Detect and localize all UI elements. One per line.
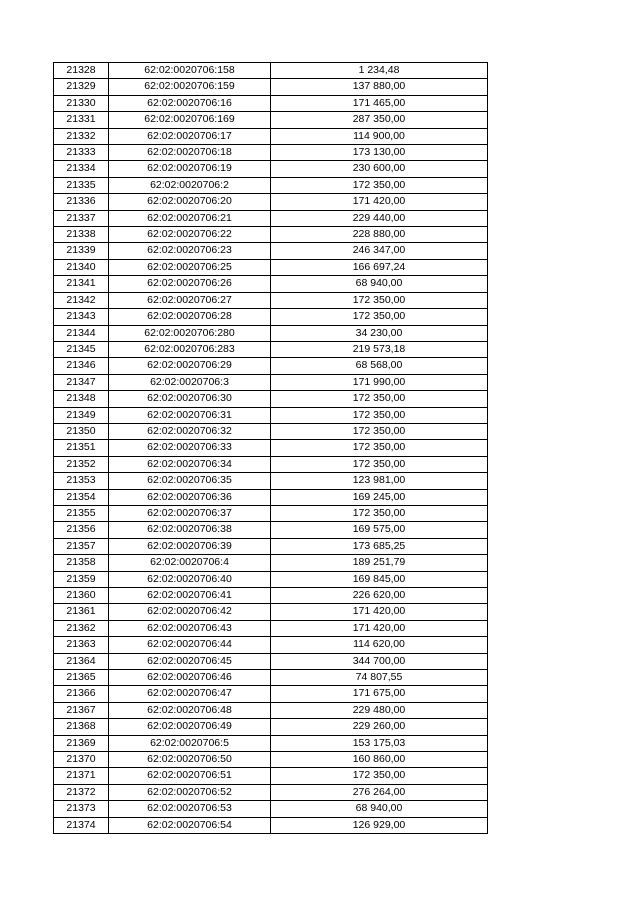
table-row: [54, 817, 488, 833]
cadastral-value-cell: 173 130,00: [271, 145, 488, 161]
row-number-cell: 21334: [54, 161, 109, 177]
table-body: [54, 63, 488, 834]
cadastral-value-cell: 153 175,03: [271, 735, 488, 751]
row-number-cell: 21362: [54, 620, 109, 636]
cadastral-value-cell: 172 350,00: [271, 456, 488, 472]
row-number-cell: 21368: [54, 719, 109, 735]
cadastral-value-cell: 171 990,00: [271, 374, 488, 390]
table-row: [54, 489, 488, 505]
cadastral-value-cell: 137 880,00: [271, 79, 488, 95]
cadastral-value-cell: 126 929,00: [271, 817, 488, 833]
cadastral-value-cell: 276 264,00: [271, 784, 488, 800]
table-row: [54, 801, 488, 817]
cadastral-number-cell: 62:02:0020706:3: [109, 374, 271, 390]
row-number-cell: 21339: [54, 243, 109, 259]
cadastral-number-cell: 62:02:0020706:19: [109, 161, 271, 177]
cadastral-number-cell: 62:02:0020706:16: [109, 95, 271, 111]
row-number-cell: 21354: [54, 489, 109, 505]
cadastral-number-cell: 62:02:0020706:54: [109, 817, 271, 833]
table-row: [54, 735, 488, 751]
cadastral-number-cell: 62:02:0020706:40: [109, 571, 271, 587]
table-row: [54, 161, 488, 177]
row-number-cell: 21361: [54, 604, 109, 620]
cadastral-value-cell: 169 575,00: [271, 522, 488, 538]
row-number-cell: 21374: [54, 817, 109, 833]
table-row: [54, 571, 488, 587]
cadastral-value-cell: 172 350,00: [271, 768, 488, 784]
cadastral-number-cell: 62:02:0020706:45: [109, 653, 271, 669]
row-number-cell: 21370: [54, 752, 109, 768]
cadastral-value-cell: 166 697,24: [271, 259, 488, 275]
cadastral-value-cell: 171 420,00: [271, 194, 488, 210]
table-row: [54, 145, 488, 161]
table-row: [54, 719, 488, 735]
cadastral-number-cell: 62:02:0020706:5: [109, 735, 271, 751]
cadastral-number-cell: 62:02:0020706:27: [109, 292, 271, 308]
cadastral-value-cell: 171 420,00: [271, 604, 488, 620]
cadastral-number-cell: 62:02:0020706:28: [109, 309, 271, 325]
row-number-cell: 21329: [54, 79, 109, 95]
row-number-cell: 21343: [54, 309, 109, 325]
cadastral-number-cell: 62:02:0020706:169: [109, 112, 271, 128]
cadastral-value-cell: 287 350,00: [271, 112, 488, 128]
table-row: [54, 407, 488, 423]
row-number-cell: 21333: [54, 145, 109, 161]
cadastral-number-cell: 62:02:0020706:33: [109, 440, 271, 456]
cadastral-value-cell: 1 234,48: [271, 63, 488, 79]
cadastral-number-cell: 62:02:0020706:17: [109, 128, 271, 144]
cadastral-value-cell: 114 620,00: [271, 637, 488, 653]
cadastral-value-cell: 171 465,00: [271, 95, 488, 111]
cadastral-value-cell: 171 675,00: [271, 686, 488, 702]
table-row: [54, 210, 488, 226]
table-row: [54, 423, 488, 439]
row-number-cell: 21357: [54, 538, 109, 554]
cadastral-number-cell: 62:02:0020706:38: [109, 522, 271, 538]
cadastral-value-cell: 34 230,00: [271, 325, 488, 341]
row-number-cell: 21363: [54, 637, 109, 653]
cadastral-value-cell: 173 685,25: [271, 538, 488, 554]
table-row: [54, 505, 488, 521]
cadastral-value-cell: 226 620,00: [271, 588, 488, 604]
row-number-cell: 21351: [54, 440, 109, 456]
cadastral-value-cell: 229 480,00: [271, 702, 488, 718]
table-row: [54, 522, 488, 538]
table-row: [54, 194, 488, 210]
cadastral-number-cell: 62:02:0020706:46: [109, 670, 271, 686]
cadastral-value-cell: 171 420,00: [271, 620, 488, 636]
cadastral-number-cell: 62:02:0020706:43: [109, 620, 271, 636]
table-row: [54, 227, 488, 243]
table-row: [54, 604, 488, 620]
table-row: [54, 555, 488, 571]
cadastral-value-cell: 68 940,00: [271, 801, 488, 817]
cadastral-value-cell: 160 860,00: [271, 752, 488, 768]
cadastral-value-cell: 74 807,55: [271, 670, 488, 686]
row-number-cell: 21338: [54, 227, 109, 243]
cadastral-number-cell: 62:02:0020706:41: [109, 588, 271, 604]
cadastral-number-cell: 62:02:0020706:39: [109, 538, 271, 554]
table-row: [54, 341, 488, 357]
cadastral-value-cell: 172 350,00: [271, 391, 488, 407]
table-row: [54, 358, 488, 374]
row-number-cell: 21328: [54, 63, 109, 79]
table-row: [54, 259, 488, 275]
row-number-cell: 21360: [54, 588, 109, 604]
cadastral-value-cell: 229 440,00: [271, 210, 488, 226]
cadastral-number-cell: 62:02:0020706:42: [109, 604, 271, 620]
row-number-cell: 21331: [54, 112, 109, 128]
cadastral-value-cell: 172 350,00: [271, 423, 488, 439]
row-number-cell: 21366: [54, 686, 109, 702]
cadastral-value-cell: 228 880,00: [271, 227, 488, 243]
row-number-cell: 21369: [54, 735, 109, 751]
row-number-cell: 21355: [54, 505, 109, 521]
table-row: [54, 128, 488, 144]
row-number-cell: 21336: [54, 194, 109, 210]
cadastral-number-cell: 62:02:0020706:158: [109, 63, 271, 79]
table-row: [54, 588, 488, 604]
cadastral-number-cell: 62:02:0020706:25: [109, 259, 271, 275]
table-row: [54, 670, 488, 686]
row-number-cell: 21342: [54, 292, 109, 308]
cadastral-number-cell: 62:02:0020706:52: [109, 784, 271, 800]
cadastral-value-cell: 114 900,00: [271, 128, 488, 144]
cadastral-value-cell: 123 981,00: [271, 473, 488, 489]
row-number-cell: 21359: [54, 571, 109, 587]
cadastral-number-cell: 62:02:0020706:32: [109, 423, 271, 439]
row-number-cell: 21346: [54, 358, 109, 374]
table-row: [54, 309, 488, 325]
cadastral-value-cell: 68 568,00: [271, 358, 488, 374]
row-number-cell: 21373: [54, 801, 109, 817]
table-row: [54, 686, 488, 702]
row-number-cell: 21350: [54, 423, 109, 439]
row-number-cell: 21344: [54, 325, 109, 341]
table-row: [54, 112, 488, 128]
table-row: [54, 653, 488, 669]
row-number-cell: 21340: [54, 259, 109, 275]
cadastral-number-cell: 62:02:0020706:280: [109, 325, 271, 341]
cadastral-number-cell: 62:02:0020706:34: [109, 456, 271, 472]
cadastral-value-cell: 169 845,00: [271, 571, 488, 587]
table-row: [54, 292, 488, 308]
cadastral-value-cell: 172 350,00: [271, 292, 488, 308]
cadastral-value-cell: 172 350,00: [271, 440, 488, 456]
cadastral-value-cell: 246 347,00: [271, 243, 488, 259]
cadastral-value-cell: 172 350,00: [271, 309, 488, 325]
row-number-cell: 21358: [54, 555, 109, 571]
cadastral-value-cell: 172 350,00: [271, 505, 488, 521]
table-row: [54, 768, 488, 784]
table-row: [54, 243, 488, 259]
table-row: [54, 473, 488, 489]
table-row: [54, 440, 488, 456]
cadastral-value-table: [53, 62, 488, 834]
cadastral-value-cell: 219 573,18: [271, 341, 488, 357]
cadastral-number-cell: 62:02:0020706:21: [109, 210, 271, 226]
row-number-cell: 21365: [54, 670, 109, 686]
cadastral-number-cell: 62:02:0020706:26: [109, 276, 271, 292]
cadastral-number-cell: 62:02:0020706:22: [109, 227, 271, 243]
cadastral-number-cell: 62:02:0020706:37: [109, 505, 271, 521]
row-number-cell: 21353: [54, 473, 109, 489]
table-row: [54, 95, 488, 111]
row-number-cell: 21349: [54, 407, 109, 423]
table-row: [54, 784, 488, 800]
table-row: [54, 79, 488, 95]
row-number-cell: 21345: [54, 341, 109, 357]
table-row: [54, 374, 488, 390]
row-number-cell: 21347: [54, 374, 109, 390]
cadastral-number-cell: 62:02:0020706:18: [109, 145, 271, 161]
row-number-cell: 21332: [54, 128, 109, 144]
cadastral-number-cell: 62:02:0020706:44: [109, 637, 271, 653]
cadastral-number-cell: 62:02:0020706:283: [109, 341, 271, 357]
cadastral-number-cell: 62:02:0020706:53: [109, 801, 271, 817]
row-number-cell: 21371: [54, 768, 109, 784]
cadastral-number-cell: 62:02:0020706:20: [109, 194, 271, 210]
cadastral-value-cell: 68 940,00: [271, 276, 488, 292]
cadastral-number-cell: 62:02:0020706:49: [109, 719, 271, 735]
cadastral-value-cell: 172 350,00: [271, 177, 488, 193]
row-number-cell: 21356: [54, 522, 109, 538]
cadastral-number-cell: 62:02:0020706:31: [109, 407, 271, 423]
table-row: [54, 702, 488, 718]
cadastral-number-cell: 62:02:0020706:35: [109, 473, 271, 489]
cadastral-number-cell: 62:02:0020706:47: [109, 686, 271, 702]
table-row: [54, 325, 488, 341]
table-row: [54, 637, 488, 653]
table-row: [54, 752, 488, 768]
table-row: [54, 177, 488, 193]
cadastral-value-cell: 169 245,00: [271, 489, 488, 505]
cadastral-number-cell: 62:02:0020706:51: [109, 768, 271, 784]
cadastral-number-cell: 62:02:0020706:48: [109, 702, 271, 718]
cadastral-number-cell: 62:02:0020706:159: [109, 79, 271, 95]
row-number-cell: 21337: [54, 210, 109, 226]
cadastral-value-cell: 172 350,00: [271, 407, 488, 423]
row-number-cell: 21335: [54, 177, 109, 193]
cadastral-number-cell: 62:02:0020706:36: [109, 489, 271, 505]
table-row: [54, 391, 488, 407]
row-number-cell: 21341: [54, 276, 109, 292]
table-row: [54, 620, 488, 636]
cadastral-value-cell: 189 251,79: [271, 555, 488, 571]
cadastral-value-cell: 344 700,00: [271, 653, 488, 669]
table-row: [54, 456, 488, 472]
table-row: [54, 276, 488, 292]
cadastral-number-cell: 62:02:0020706:50: [109, 752, 271, 768]
row-number-cell: 21367: [54, 702, 109, 718]
cadastral-value-cell: 229 260,00: [271, 719, 488, 735]
cadastral-number-cell: 62:02:0020706:4: [109, 555, 271, 571]
cadastral-number-cell: 62:02:0020706:29: [109, 358, 271, 374]
row-number-cell: 21364: [54, 653, 109, 669]
row-number-cell: 21352: [54, 456, 109, 472]
row-number-cell: 21330: [54, 95, 109, 111]
cadastral-number-cell: 62:02:0020706:30: [109, 391, 271, 407]
cadastral-value-cell: 230 600,00: [271, 161, 488, 177]
table-row: [54, 538, 488, 554]
cadastral-number-cell: 62:02:0020706:23: [109, 243, 271, 259]
cadastral-number-cell: 62:02:0020706:2: [109, 177, 271, 193]
table-row: [54, 63, 488, 79]
row-number-cell: 21372: [54, 784, 109, 800]
row-number-cell: 21348: [54, 391, 109, 407]
